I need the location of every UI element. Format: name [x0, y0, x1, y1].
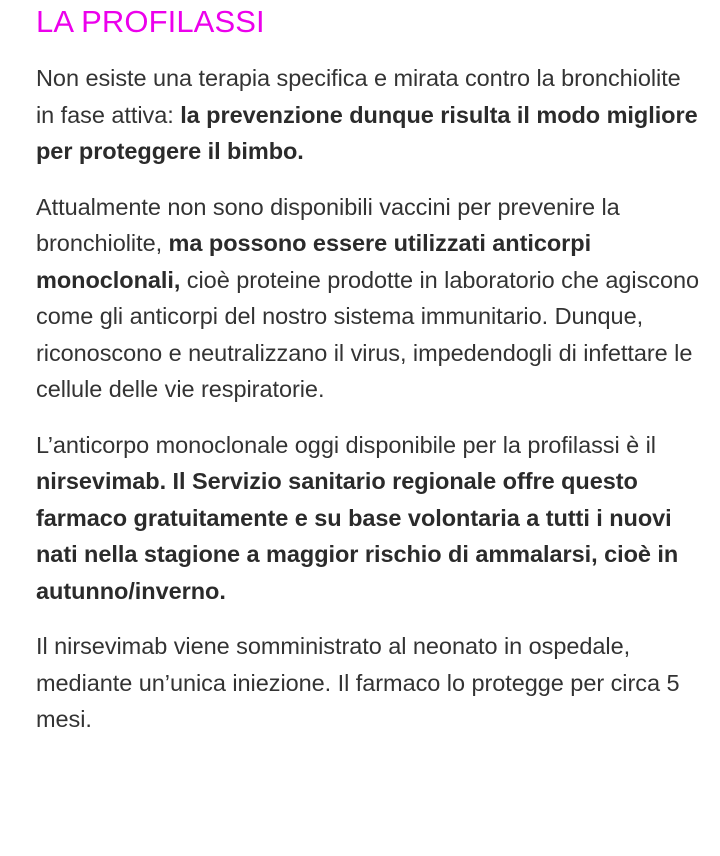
article-body	[36, 60, 700, 738]
text-run: cioè proteine prodotte in laboratorio che agiscono come gli anticorpi del nostro sistema immunitario. Dunque, riconoscono e neutralizzano il virus, impedendogli di infettare le cellule delle vie respiratorie.	[36, 266, 700, 402]
text-run: Il nirsevimab viene somministrato al neonato in ospedale, mediante un’unica iniezione. Il farmaco lo protegge per circa 5 mesi.	[36, 633, 680, 732]
emphasis-run: nirsevimab. Il Servizio sanitario regionale offre questo farmaco gratuitamente e su base volontaria a tutti i nuovi nati nella stagione a maggior rischio di ammalarsi, cioè in autunno/inverno.	[36, 468, 679, 604]
emphasis-run: la prevenzione dunque risulta il modo migliore per proteggere il bimbo.	[36, 101, 698, 164]
text-run: Non esiste una terapia specifica e mirata contro la bronchiolite in fase attiva:	[36, 65, 681, 128]
paragraph-2	[36, 189, 700, 408]
paragraph-3	[36, 427, 700, 610]
paragraph-4	[36, 628, 700, 738]
emphasis-run: ma possono essere utilizzati anticorpi monoclonali,	[36, 230, 592, 293]
paragraph-1	[36, 60, 700, 170]
page-title: LA PROFILASSI	[36, 4, 265, 39]
text-run: Attualmente non sono disponibili vaccini per prevenire la bronchiolite,	[36, 193, 620, 256]
text-run: L’anticorpo monoclonale oggi disponibile per la profilassi è il	[36, 431, 656, 458]
